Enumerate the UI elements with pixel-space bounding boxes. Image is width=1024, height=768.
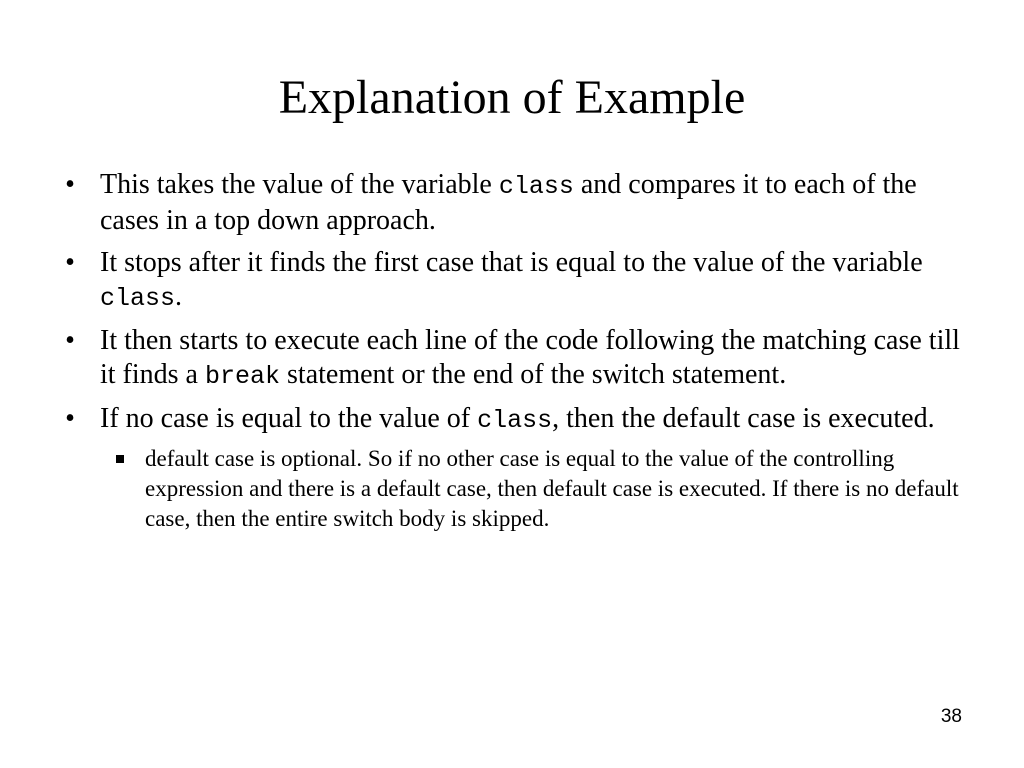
bullet-item [60,168,970,238]
bullet-text: statement or the end of the switch statement. [280,359,787,390]
bullet-text: If no case is equal to the value of [100,403,478,434]
slide-title: Explanation of Example [278,71,746,124]
bullet-text: and compares it to each of the cases in a top down approach. [100,169,917,236]
sub-bullet-item [100,444,970,534]
bullet-text: It then starts to execute each line of the code following the matching case till it finds a [100,325,960,390]
bullet-item [60,324,970,394]
bullet-text: , then the default case is executed. [552,403,935,434]
bullet-dot-icon: • [65,403,75,434]
bullet-dot-icon: • [65,247,75,278]
bullet-dot-icon: • [65,325,75,356]
bullet-item [60,246,970,316]
page-number: 38 [940,706,962,727]
code-keyword: break [205,362,281,391]
bullet-list [60,168,970,542]
sub-bullet-list [100,444,970,534]
bullet-dot-icon: • [65,169,75,200]
square-bullet-icon [116,455,124,463]
bullet-text: It stops after it finds the first case that is equal to the value of the variable [100,247,923,278]
code-keyword: class [498,172,574,201]
bullet-text: This takes the value of the variable [100,169,499,200]
bullet-item [60,402,970,534]
bullet-text: . [175,281,183,312]
code-keyword: class [100,284,176,313]
sub-bullet-text: default case is optional. So if no other case is equal to the value of the controlling expression and there is a default case, then default case is executed. If there is no default case, then the entire switch body is skipped. [145,446,959,531]
code-keyword: class [477,406,553,435]
